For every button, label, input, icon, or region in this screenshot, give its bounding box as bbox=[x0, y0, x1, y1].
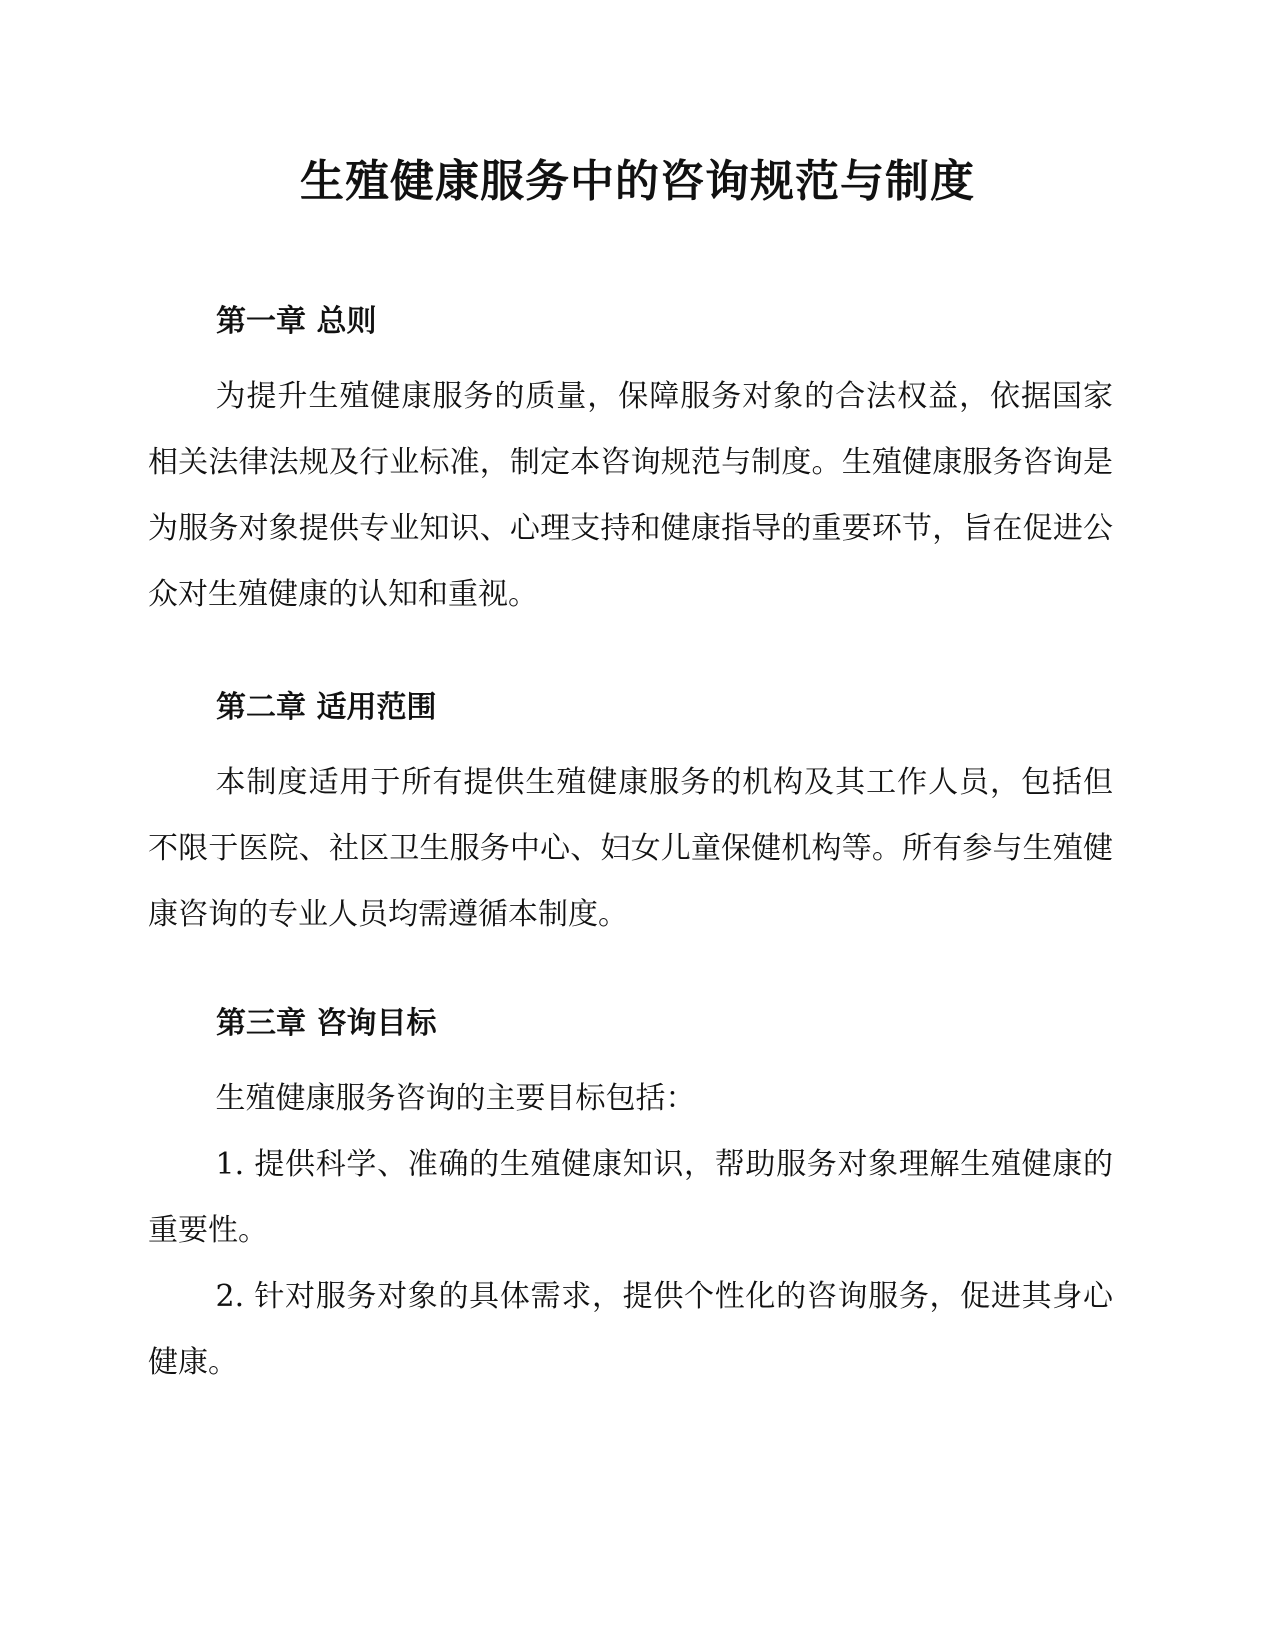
list-item: 2. 针对服务对象的具体需求，提供个性化的咨询服务，促进其身心健康。 bbox=[148, 1279, 1113, 1380]
chapter-paragraph: 生殖健康服务咨询的主要目标包括： bbox=[215, 1081, 696, 1116]
chapter-paragraph: 本制度适用于所有提供生殖健康服务的机构及其工作人员，包括但不限于医院、社区卫生服务中心、妇女儿童保健机构等。所有参与生殖健康咨询的专业人员均需遵循本制度。 bbox=[148, 765, 1113, 932]
chapter-section-1 bbox=[148, 300, 1113, 628]
chapter-section-2 bbox=[148, 686, 1113, 948]
list-item: 1. 提供科学、准确的生殖健康知识，帮助服务对象理解生殖健康的重要性。 bbox=[148, 1147, 1113, 1248]
chapter-heading: 第一章 总则 bbox=[216, 304, 377, 339]
chapter-heading: 第三章 咨询目标 bbox=[216, 1006, 437, 1041]
chapter-section-3 bbox=[148, 1002, 1113, 1396]
chapter-paragraph: 为提升生殖健康服务的质量，保障服务对象的合法权益，依据国家相关法律法规及行业标准，制定本咨询规范与制度。生殖健康服务咨询是为服务对象提供专业知识、心理支持和健康指导的重要环节，旨在促进公众对生殖健康的认知和重视。 bbox=[148, 379, 1113, 612]
chapter-heading: 第二章 适用范围 bbox=[216, 690, 437, 725]
document-title: 生殖健康服务中的咨询规范与制度 bbox=[300, 156, 975, 207]
